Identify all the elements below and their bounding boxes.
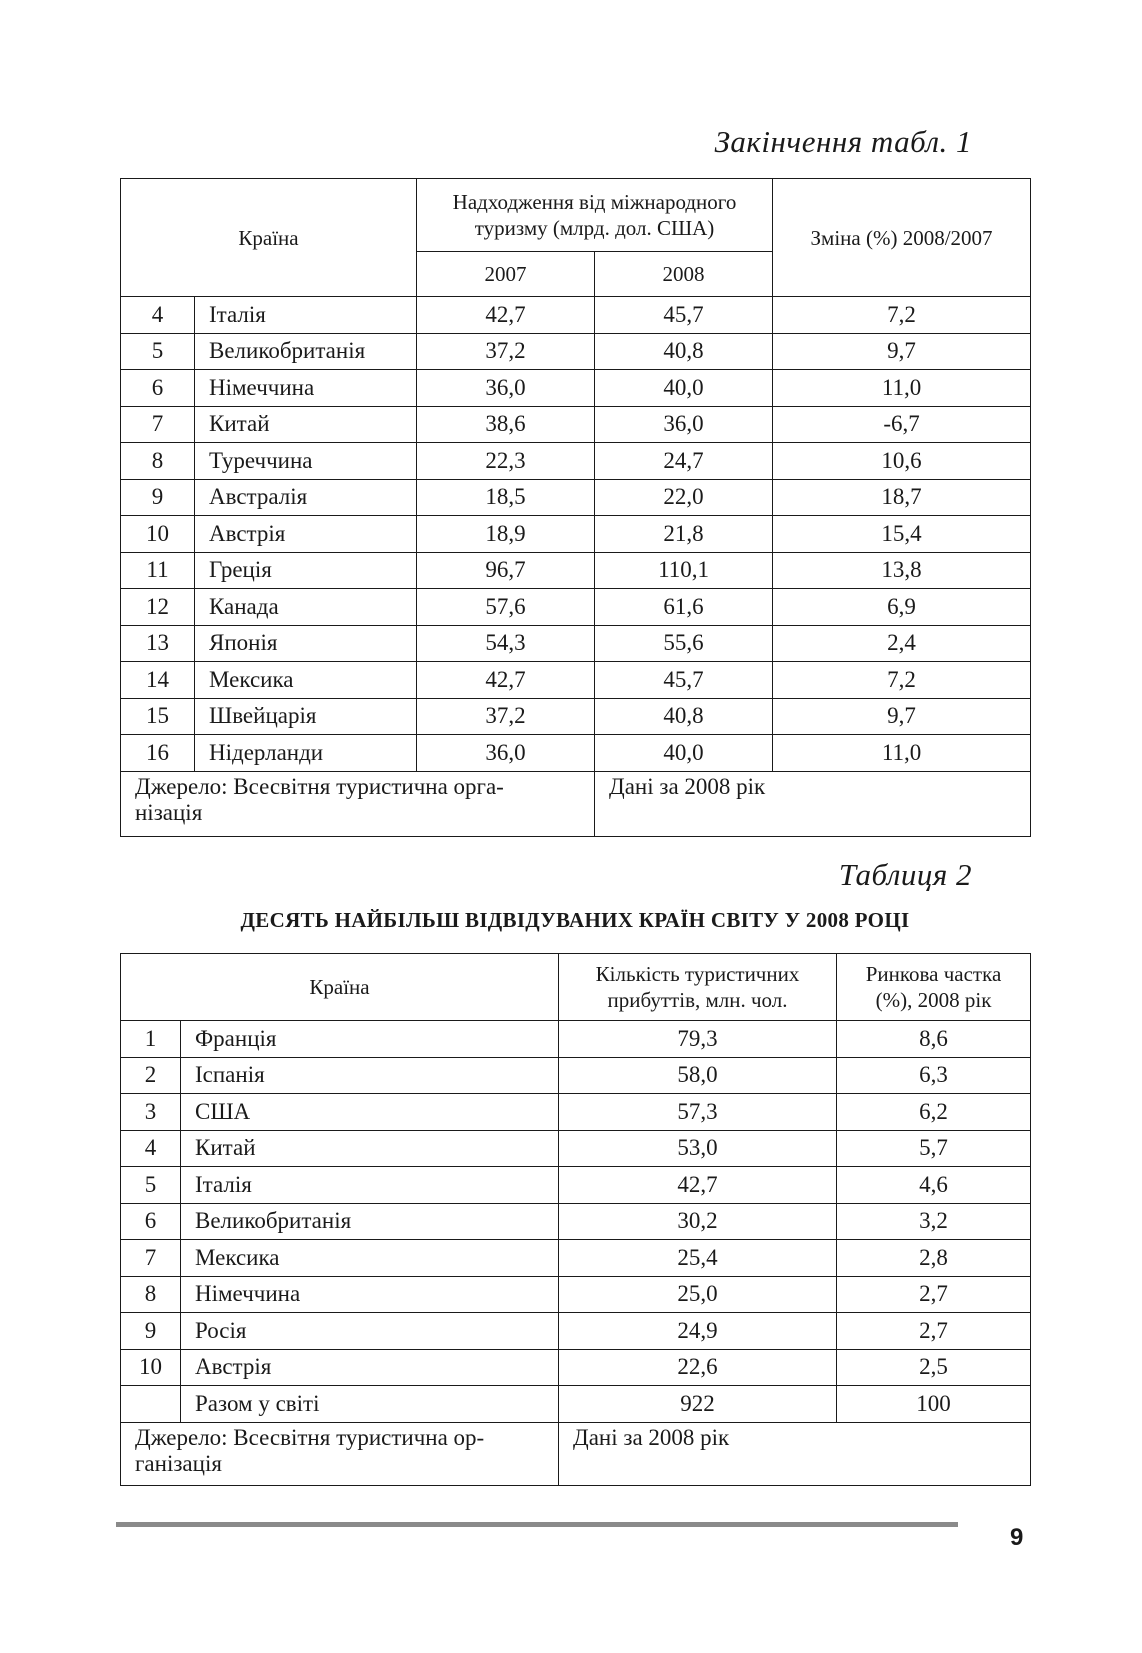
row-country: Туреччина (195, 443, 417, 480)
row-number: 11 (121, 552, 195, 589)
row-share: 2,8 (837, 1240, 1031, 1277)
row-value-2007: 18,5 (417, 479, 595, 516)
row-value-2007: 38,6 (417, 406, 595, 443)
table1-source (121, 771, 595, 836)
row-change: 10,6 (773, 443, 1031, 480)
row-country: Великобританія (195, 333, 417, 370)
table-row (121, 1240, 1031, 1277)
table2-total-arrivals: 922 (559, 1386, 837, 1423)
row-country: Італія (181, 1167, 559, 1204)
table1 (120, 178, 1031, 837)
row-number: 15 (121, 698, 195, 735)
row-number: 7 (121, 406, 195, 443)
row-arrivals: 58,0 (559, 1057, 837, 1094)
table2-header-arrivals (559, 954, 837, 1021)
row-change: 9,7 (773, 698, 1031, 735)
table-row (121, 735, 1031, 772)
table2-total-number (121, 1386, 181, 1423)
row-number: 2 (121, 1057, 181, 1094)
row-share: 3,2 (837, 1203, 1031, 1240)
row-number: 5 (121, 1167, 181, 1204)
row-share: 8,6 (837, 1021, 1031, 1058)
row-value-2007: 18,9 (417, 516, 595, 553)
table-row (121, 1057, 1031, 1094)
row-share: 4,6 (837, 1167, 1031, 1204)
table-row (121, 552, 1031, 589)
row-number: 3 (121, 1094, 181, 1131)
row-arrivals: 22,6 (559, 1349, 837, 1386)
row-value-2008: 40,8 (595, 333, 773, 370)
table-row (121, 443, 1031, 480)
table-row (121, 1203, 1031, 1240)
table1-header-2008: 2008 (595, 252, 773, 297)
row-value-2008: 55,6 (595, 625, 773, 662)
row-value-2008: 45,7 (595, 662, 773, 699)
table2-header-arrivals-line1: Кількість туристичних (595, 962, 800, 986)
table2 (120, 953, 1031, 1486)
row-change: 6,9 (773, 589, 1031, 626)
row-change: 2,4 (773, 625, 1031, 662)
table2-header-arrivals-line2: прибуттів, млн. чол. (607, 988, 788, 1012)
row-value-2007: 42,7 (417, 297, 595, 334)
row-number: 5 (121, 333, 195, 370)
table2-header-share-line2: (%), 2008 рік (875, 988, 992, 1012)
row-value-2008: 110,1 (595, 552, 773, 589)
row-arrivals: 57,3 (559, 1094, 837, 1131)
row-country: Швейцарія (195, 698, 417, 735)
row-country: Греція (195, 552, 417, 589)
row-value-2007: 54,3 (417, 625, 595, 662)
table1-source-line2: нізація (135, 799, 203, 825)
row-number: 14 (121, 662, 195, 699)
row-arrivals: 30,2 (559, 1203, 837, 1240)
row-value-2008: 40,0 (595, 735, 773, 772)
row-country: Росія (181, 1313, 559, 1350)
row-value-2007: 42,7 (417, 662, 595, 699)
row-number: 6 (121, 370, 195, 407)
row-change: 7,2 (773, 662, 1031, 699)
row-number: 8 (121, 1276, 181, 1313)
row-value-2007: 96,7 (417, 552, 595, 589)
table2-title: ДЕСЯТЬ НАЙБІЛЬШ ВІДВІДУВАНИХ КРАЇН СВІТУ У 2008 РОЦІ (240, 908, 910, 932)
row-number: 1 (121, 1021, 181, 1058)
row-change: 11,0 (773, 370, 1031, 407)
row-change: 15,4 (773, 516, 1031, 553)
row-share: 5,7 (837, 1130, 1031, 1167)
row-number: 13 (121, 625, 195, 662)
row-change: 11,0 (773, 735, 1031, 772)
row-country: Канада (195, 589, 417, 626)
table-row (121, 1276, 1031, 1313)
row-country: Китай (195, 406, 417, 443)
row-country: США (181, 1094, 559, 1131)
row-number: 16 (121, 735, 195, 772)
row-number: 6 (121, 1203, 181, 1240)
row-change: 13,8 (773, 552, 1031, 589)
page-number: 9 (1010, 1524, 1024, 1551)
table1-caption: Закінчення табл. 1 (714, 124, 972, 159)
row-arrivals: 25,0 (559, 1276, 837, 1313)
row-country: Австрія (195, 516, 417, 553)
table1-header-change: Зміна (%) 2008/2007 (773, 179, 1031, 297)
row-value-2008: 45,7 (595, 297, 773, 334)
table-row (121, 1094, 1031, 1131)
row-value-2007: 36,0 (417, 370, 595, 407)
row-value-2007: 22,3 (417, 443, 595, 480)
row-country: Великобританія (181, 1203, 559, 1240)
row-share: 2,5 (837, 1349, 1031, 1386)
row-number: 10 (121, 1349, 181, 1386)
row-value-2007: 57,6 (417, 589, 595, 626)
table-row (121, 297, 1031, 334)
row-country: Китай (181, 1130, 559, 1167)
row-country: Японія (195, 625, 417, 662)
row-arrivals: 25,4 (559, 1240, 837, 1277)
row-arrivals: 24,9 (559, 1313, 837, 1350)
row-share: 2,7 (837, 1276, 1031, 1313)
table-row (121, 625, 1031, 662)
row-country: Німеччина (195, 370, 417, 407)
row-value-2008: 40,8 (595, 698, 773, 735)
table2-header-share-line1: Ринкова частка (865, 962, 1002, 986)
row-country: Німеччина (181, 1276, 559, 1313)
row-value-2008: 61,6 (595, 589, 773, 626)
row-share: 6,2 (837, 1094, 1031, 1131)
row-country: Іспанія (181, 1057, 559, 1094)
row-value-2008: 24,7 (595, 443, 773, 480)
table-row (121, 1167, 1031, 1204)
row-arrivals: 79,3 (559, 1021, 837, 1058)
table2-source-line1: Джерело: Всесвітня туристична ор- (135, 1424, 485, 1450)
table1-header-country: Країна (121, 179, 417, 297)
table-row (121, 479, 1031, 516)
row-number: 4 (121, 297, 195, 334)
row-value-2008: 36,0 (595, 406, 773, 443)
row-value-2008: 40,0 (595, 370, 773, 407)
footer-divider (116, 1522, 958, 1527)
table2-header-country: Країна (121, 954, 559, 1021)
table-row (121, 333, 1031, 370)
table2-caption: Таблиця 2 (838, 857, 972, 892)
table-row (121, 516, 1031, 553)
row-share: 6,3 (837, 1057, 1031, 1094)
row-number: 9 (121, 1313, 181, 1350)
row-country: Мексика (195, 662, 417, 699)
row-change: -6,7 (773, 406, 1031, 443)
row-country: Мексика (181, 1240, 559, 1277)
row-country: Італія (195, 297, 417, 334)
table-row (121, 1021, 1031, 1058)
row-country: Австралія (195, 479, 417, 516)
table1-header-2007: 2007 (417, 252, 595, 297)
table1-header-receipts: Надходження від міжнародного туризму (млрд. дол. США) (417, 179, 773, 252)
table-row (121, 662, 1031, 699)
table2-header-share (837, 954, 1031, 1021)
row-number: 12 (121, 589, 195, 626)
table-row (121, 589, 1031, 626)
row-number: 8 (121, 443, 195, 480)
row-share: 2,7 (837, 1313, 1031, 1350)
row-value-2008: 22,0 (595, 479, 773, 516)
table2-total-share: 100 (837, 1386, 1031, 1423)
table2-source (121, 1422, 559, 1485)
row-change: 18,7 (773, 479, 1031, 516)
table-row (121, 370, 1031, 407)
row-number: 10 (121, 516, 195, 553)
row-country: Австрія (181, 1349, 559, 1386)
row-value-2007: 37,2 (417, 698, 595, 735)
table-row (121, 1349, 1031, 1386)
table-row (121, 1313, 1031, 1350)
table2-total-label: Разом у світі (181, 1386, 559, 1423)
table-row (121, 406, 1031, 443)
row-number: 4 (121, 1130, 181, 1167)
row-change: 7,2 (773, 297, 1031, 334)
row-number: 9 (121, 479, 195, 516)
table2-source-line2: ганізація (135, 1450, 222, 1476)
row-arrivals: 53,0 (559, 1130, 837, 1167)
row-value-2007: 36,0 (417, 735, 595, 772)
table-row (121, 1130, 1031, 1167)
table1-source-line1: Джерело: Всесвітня туристична орга- (135, 773, 504, 799)
row-number: 7 (121, 1240, 181, 1277)
row-value-2008: 21,8 (595, 516, 773, 553)
table1-data-note: Дані за 2008 рік (595, 771, 1031, 836)
row-value-2007: 37,2 (417, 333, 595, 370)
row-arrivals: 42,7 (559, 1167, 837, 1204)
table2-data-note: Дані за 2008 рік (559, 1422, 1031, 1485)
table-row (121, 698, 1031, 735)
row-country: Нідерланди (195, 735, 417, 772)
row-change: 9,7 (773, 333, 1031, 370)
row-country: Франція (181, 1021, 559, 1058)
